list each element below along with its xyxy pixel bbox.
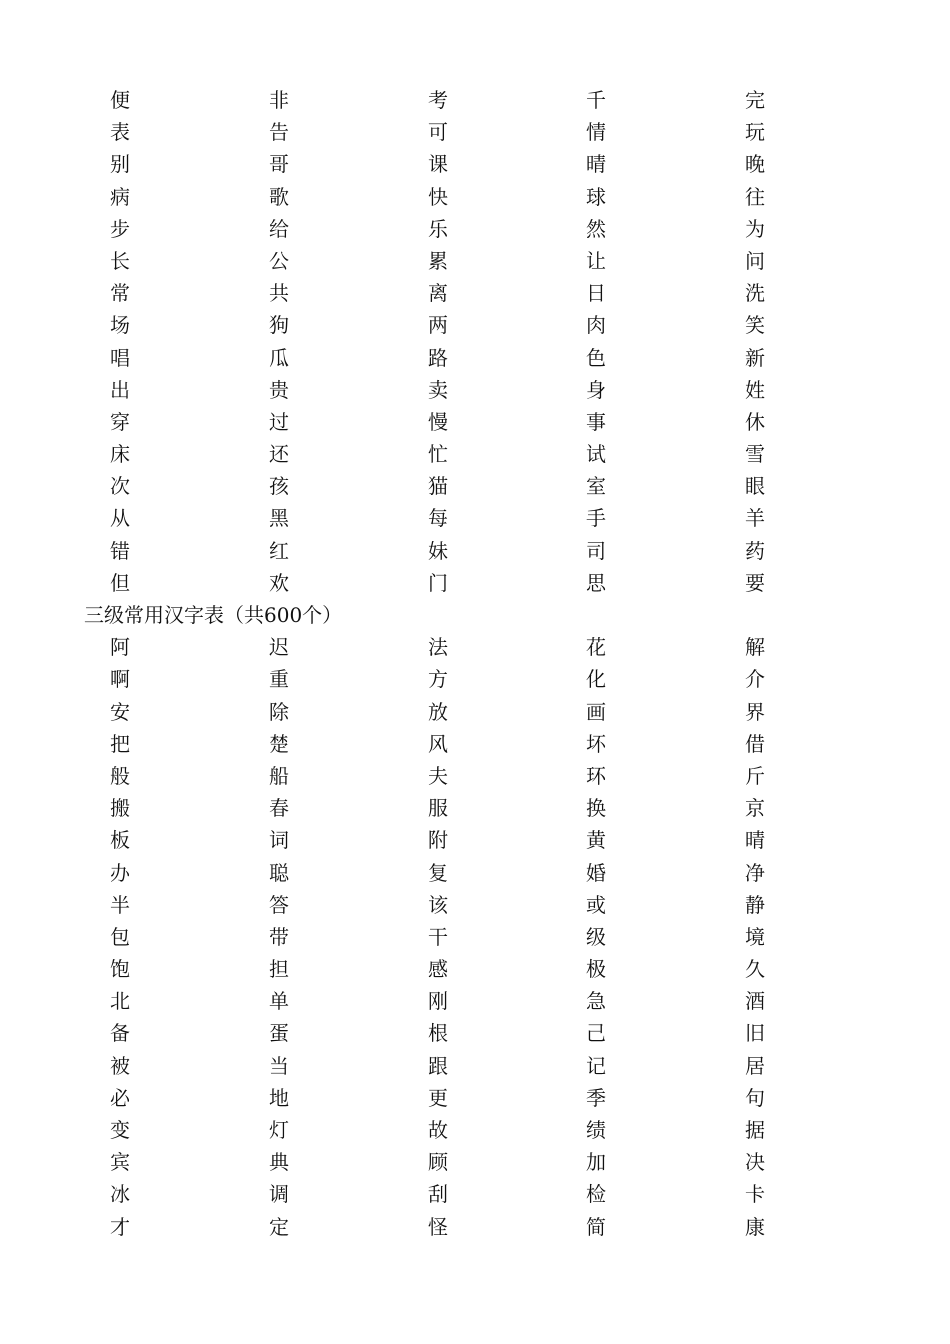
character-cell: 卡 [745, 1182, 765, 1207]
character-cell: 绩 [586, 1118, 606, 1142]
table-row [0, 824, 950, 856]
character-cell: 带 [269, 924, 289, 949]
character-cell: 酒 [745, 989, 765, 1014]
character-cell: 搬 [110, 796, 130, 821]
character-cell: 欢 [269, 570, 289, 595]
character-cell: 刮 [428, 1182, 448, 1207]
character-cell: 聪 [269, 860, 289, 885]
character-cell: 忙 [428, 442, 448, 467]
character-cell: 千 [586, 88, 606, 112]
character-cell: 调 [269, 1182, 289, 1207]
character-cell: 黄 [586, 828, 606, 853]
character-cell: 饱 [110, 957, 130, 982]
table-row [0, 406, 950, 438]
character-cell: 场 [110, 313, 130, 338]
character-cell: 急 [586, 989, 606, 1014]
character-cell: 眼 [745, 474, 765, 499]
character-cell: 过 [269, 409, 289, 434]
character-cell: 夫 [428, 763, 448, 788]
character-cell: 歌 [269, 184, 289, 209]
character-cell: 跟 [428, 1053, 448, 1078]
character-cell: 妹 [428, 538, 448, 563]
character-cell: 卖 [428, 377, 448, 402]
character-cell: 肉 [586, 313, 606, 338]
character-cell: 蛋 [269, 1021, 289, 1046]
character-cell: 半 [110, 892, 130, 917]
character-cell: 表 [110, 120, 130, 145]
character-cell: 手 [586, 506, 606, 531]
character-cell: 词 [269, 828, 289, 853]
table-row [0, 309, 950, 341]
character-cell: 当 [269, 1053, 289, 1078]
character-cell: 顾 [428, 1150, 448, 1175]
character-cell: 情 [586, 120, 606, 145]
character-cell: 让 [586, 248, 606, 273]
table-row [0, 470, 950, 502]
character-cell: 球 [586, 184, 606, 209]
character-cell: 步 [110, 216, 130, 241]
character-cell: 色 [586, 345, 606, 370]
character-cell: 长 [110, 248, 130, 273]
character-cell: 累 [428, 248, 448, 273]
character-cell: 给 [269, 216, 289, 241]
character-cell: 晚 [745, 152, 765, 177]
character-cell: 故 [428, 1118, 448, 1142]
character-cell: 还 [269, 442, 289, 467]
character-cell: 法 [428, 635, 448, 660]
character-cell: 错 [110, 538, 130, 563]
character-cell: 为 [745, 216, 765, 241]
character-cell: 问 [745, 248, 765, 273]
character-cell: 静 [745, 892, 765, 917]
character-cell: 新 [745, 345, 765, 370]
character-cell: 洗 [745, 281, 765, 306]
character-cell: 晴 [586, 152, 606, 177]
table-row [0, 760, 950, 792]
table-row [0, 438, 950, 470]
character-cell: 加 [586, 1150, 606, 1175]
character-cell: 羊 [745, 506, 765, 531]
character-cell: 根 [428, 1021, 448, 1046]
character-cell: 出 [110, 377, 130, 402]
character-cell: 被 [110, 1053, 130, 1078]
character-cell: 北 [110, 989, 130, 1014]
character-cell: 往 [745, 184, 765, 209]
character-cell: 旧 [745, 1021, 765, 1046]
table-row [0, 116, 950, 148]
character-cell: 单 [269, 989, 289, 1014]
table-row [0, 1178, 950, 1210]
character-cell: 记 [586, 1053, 606, 1078]
character-cell: 迟 [269, 635, 289, 660]
section-heading-row [0, 599, 950, 631]
character-cell: 放 [428, 699, 448, 724]
character-cell: 阿 [110, 635, 130, 660]
table-row [0, 1146, 950, 1178]
character-cell: 贵 [269, 377, 289, 402]
character-cell: 路 [428, 345, 448, 370]
character-cell: 要 [745, 570, 765, 595]
character-cell: 画 [586, 699, 606, 724]
character-cell: 告 [269, 120, 289, 145]
character-cell: 春 [269, 796, 289, 821]
character-cell: 康 [745, 1214, 765, 1239]
table-row [0, 535, 950, 567]
table-row [0, 953, 950, 985]
table-row [0, 502, 950, 534]
character-cell: 感 [428, 957, 448, 982]
table-row [0, 1017, 950, 1049]
table-row [0, 1114, 950, 1146]
character-cell: 板 [110, 828, 130, 853]
character-cell: 附 [428, 828, 448, 853]
character-cell: 坏 [586, 731, 606, 756]
character-cell: 课 [428, 152, 448, 177]
character-cell: 思 [586, 570, 606, 595]
character-cell: 斤 [745, 763, 765, 788]
character-cell: 干 [428, 924, 448, 949]
character-cell: 净 [745, 860, 765, 885]
character-cell: 解 [745, 635, 765, 660]
table-row [0, 857, 950, 889]
character-cell: 非 [269, 88, 289, 112]
table-row [0, 921, 950, 953]
character-cell: 室 [586, 474, 606, 499]
character-cell: 慢 [428, 409, 448, 434]
character-cell: 除 [269, 699, 289, 724]
character-cell: 猫 [428, 474, 448, 499]
character-cell: 完 [745, 88, 765, 112]
character-cell: 黑 [269, 506, 289, 531]
character-cell: 床 [110, 442, 130, 467]
character-cell: 怪 [428, 1214, 448, 1239]
character-cell: 境 [745, 924, 765, 949]
character-cell: 居 [745, 1053, 765, 1078]
character-cell: 但 [110, 570, 130, 595]
character-cell: 介 [745, 667, 765, 692]
character-cell: 公 [269, 248, 289, 273]
character-cell: 变 [110, 1118, 130, 1142]
character-cell: 风 [428, 731, 448, 756]
character-cell: 冰 [110, 1182, 130, 1207]
table-row [0, 728, 950, 760]
character-cell: 该 [428, 892, 448, 917]
character-cell: 司 [586, 538, 606, 563]
table-row [0, 631, 950, 663]
character-cell: 把 [110, 731, 130, 756]
character-cell: 事 [586, 409, 606, 434]
character-cell: 重 [269, 667, 289, 692]
table-row [0, 277, 950, 309]
character-cell: 楚 [269, 731, 289, 756]
character-cell: 灯 [269, 1118, 289, 1142]
table-row [0, 213, 950, 245]
character-cell: 花 [586, 635, 606, 660]
character-cell: 乐 [428, 216, 448, 241]
character-cell: 婚 [586, 860, 606, 885]
character-cell: 共 [269, 281, 289, 306]
character-cell: 环 [586, 763, 606, 788]
table-row [0, 792, 950, 824]
character-cell: 药 [745, 538, 765, 563]
character-cell: 孩 [269, 474, 289, 499]
table-row [0, 663, 950, 695]
character-cell: 狗 [269, 313, 289, 338]
table-row [0, 889, 950, 921]
character-cell: 服 [428, 796, 448, 821]
character-cell: 休 [745, 409, 765, 434]
character-cell: 唱 [110, 345, 130, 370]
character-cell: 离 [428, 281, 448, 306]
character-cell: 必 [110, 1085, 130, 1110]
character-cell: 啊 [110, 667, 130, 692]
character-cell: 晴 [745, 828, 765, 853]
table-row [0, 342, 950, 374]
character-cell: 穿 [110, 409, 130, 434]
table-row [0, 245, 950, 277]
table-row [0, 1050, 950, 1082]
character-cell: 红 [269, 538, 289, 563]
character-cell: 地 [269, 1085, 289, 1110]
character-cell: 借 [745, 731, 765, 756]
character-cell: 身 [586, 377, 606, 402]
character-cell: 笑 [745, 313, 765, 338]
character-cell: 久 [745, 957, 765, 982]
character-cell: 复 [428, 860, 448, 885]
character-cell: 决 [745, 1150, 765, 1175]
character-cell: 日 [586, 281, 606, 306]
character-cell: 才 [110, 1214, 130, 1239]
character-cell: 定 [269, 1214, 289, 1239]
character-cell: 典 [269, 1150, 289, 1175]
character-cell: 己 [586, 1021, 606, 1046]
character-cell: 更 [428, 1085, 448, 1110]
character-cell: 从 [110, 506, 130, 531]
character-cell: 姓 [745, 377, 765, 402]
character-cell: 换 [586, 796, 606, 821]
character-cell: 方 [428, 667, 448, 692]
table-row [0, 181, 950, 213]
character-cell: 每 [428, 506, 448, 531]
character-cell: 备 [110, 1021, 130, 1046]
character-cell: 考 [428, 88, 448, 112]
section-heading: 三级常用汉字表（共600个） [84, 603, 343, 627]
character-cell: 答 [269, 892, 289, 917]
character-cell: 般 [110, 763, 130, 788]
character-cell: 快 [428, 184, 448, 209]
character-cell: 据 [745, 1118, 765, 1142]
character-cell: 季 [586, 1085, 606, 1110]
character-cell: 简 [586, 1214, 606, 1239]
character-cell: 常 [110, 281, 130, 306]
table-row [0, 1211, 950, 1243]
character-cell: 或 [586, 892, 606, 917]
character-cell: 句 [745, 1085, 765, 1110]
character-cell: 次 [110, 474, 130, 499]
character-cell: 病 [110, 184, 130, 209]
table-row [0, 84, 950, 116]
character-cell: 试 [586, 442, 606, 467]
table-row [0, 148, 950, 180]
character-cell: 刚 [428, 989, 448, 1014]
character-cell: 安 [110, 699, 130, 724]
character-cell: 宾 [110, 1150, 130, 1175]
character-cell: 化 [586, 667, 606, 692]
character-cell: 雪 [745, 442, 765, 467]
character-cell: 便 [110, 88, 130, 112]
character-cell: 办 [110, 860, 130, 885]
character-cell: 玩 [745, 120, 765, 145]
character-cell: 然 [586, 216, 606, 241]
character-cell: 界 [745, 699, 765, 724]
character-cell: 瓜 [269, 345, 289, 370]
character-cell: 可 [428, 120, 448, 145]
character-cell: 船 [269, 763, 289, 788]
character-cell: 极 [586, 957, 606, 982]
character-cell: 门 [428, 570, 448, 595]
character-table [0, 84, 950, 1243]
character-cell: 两 [428, 313, 448, 338]
table-row [0, 1082, 950, 1114]
character-cell: 哥 [269, 152, 289, 177]
character-cell: 检 [586, 1182, 606, 1207]
character-cell: 级 [586, 924, 606, 949]
character-cell: 包 [110, 924, 130, 949]
table-row [0, 985, 950, 1017]
character-cell: 京 [745, 796, 765, 821]
table-row [0, 567, 950, 599]
table-row [0, 696, 950, 728]
table-row [0, 374, 950, 406]
character-cell: 担 [269, 957, 289, 982]
character-cell: 别 [110, 152, 130, 177]
